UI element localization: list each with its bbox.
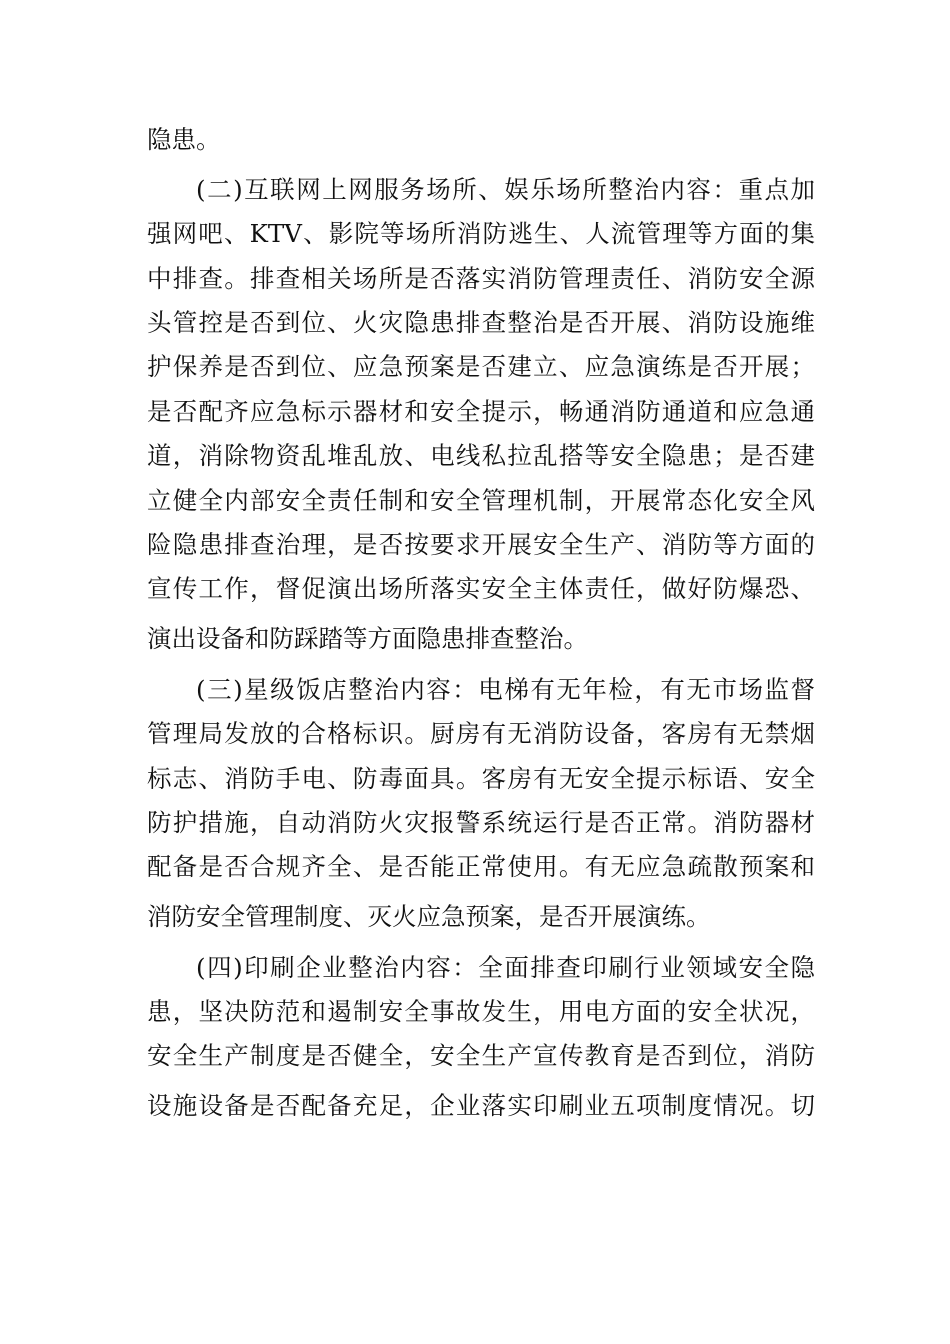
text-line: 宣传工作，督促演出场所落实安全主体责任，做好防爆恐、 (147, 574, 815, 603)
section-heading-line: (四)印刷企业整治内容：全面排查印刷行业领域安全隐 (196, 953, 815, 982)
text-line: 设施设备是否配备充足，企业落实印刷业五项制度情况。切 (147, 1091, 815, 1120)
text-line: 立健全内部安全责任制和安全管理机制，开展常态化安全风 (147, 486, 815, 515)
text-line: 防护措施，自动消防火灾报警系统运行是否正常。消防器材 (147, 808, 815, 837)
text-line: 安全生产制度是否健全，安全生产宣传教育是否到位，消防 (147, 1041, 815, 1070)
text-line: 道，消除物资乱堆乱放、电线私拉乱搭等安全隐患；是否建 (147, 441, 815, 470)
text-line: 是否配齐应急标示器材和安全提示，畅通消防通道和应急通 (147, 397, 815, 426)
text-line: 患，坚决防范和遏制安全事故发生，用电方面的安全状况， (147, 997, 815, 1026)
text-line: 险隐患排查治理，是否按要求开展安全生产、消防等方面的 (147, 530, 815, 559)
text-line: 管理局发放的合格标识。厨房有无消防设备，客房有无禁烟 (147, 719, 815, 748)
text-line: 隐患。 (147, 125, 221, 154)
text-line: 配备是否合规齐全、是否能正常使用。有无应急疏散预案和 (147, 852, 815, 881)
text-line: 演出设备和防踩踏等方面隐患排查整治。 (147, 624, 588, 653)
section-heading-line: (二)互联网上网服务场所、娱乐场所整治内容：重点加 (196, 175, 815, 204)
text-line: 消防安全管理制度、灭火应急预案，是否开展演练。 (147, 902, 711, 931)
section-heading-line: (三)星级饭店整治内容：电梯有无年检，有无市场监督 (196, 675, 815, 704)
text-line: 强网吧、KTV、影院等场所消防逃生、人流管理等方面的集 (147, 219, 815, 248)
text-line: 护保养是否到位、应急预案是否建立、应急演练是否开展； (147, 352, 815, 381)
text-line: 头管控是否到位、火灾隐患排查整治是否开展、消防设施维 (147, 308, 815, 337)
text-line: 中排查。排查相关场所是否落实消防管理责任、消防安全源 (147, 264, 815, 293)
text-line: 标志、消防手电、防毒面具。客房有无安全提示标语、安全 (147, 764, 815, 793)
